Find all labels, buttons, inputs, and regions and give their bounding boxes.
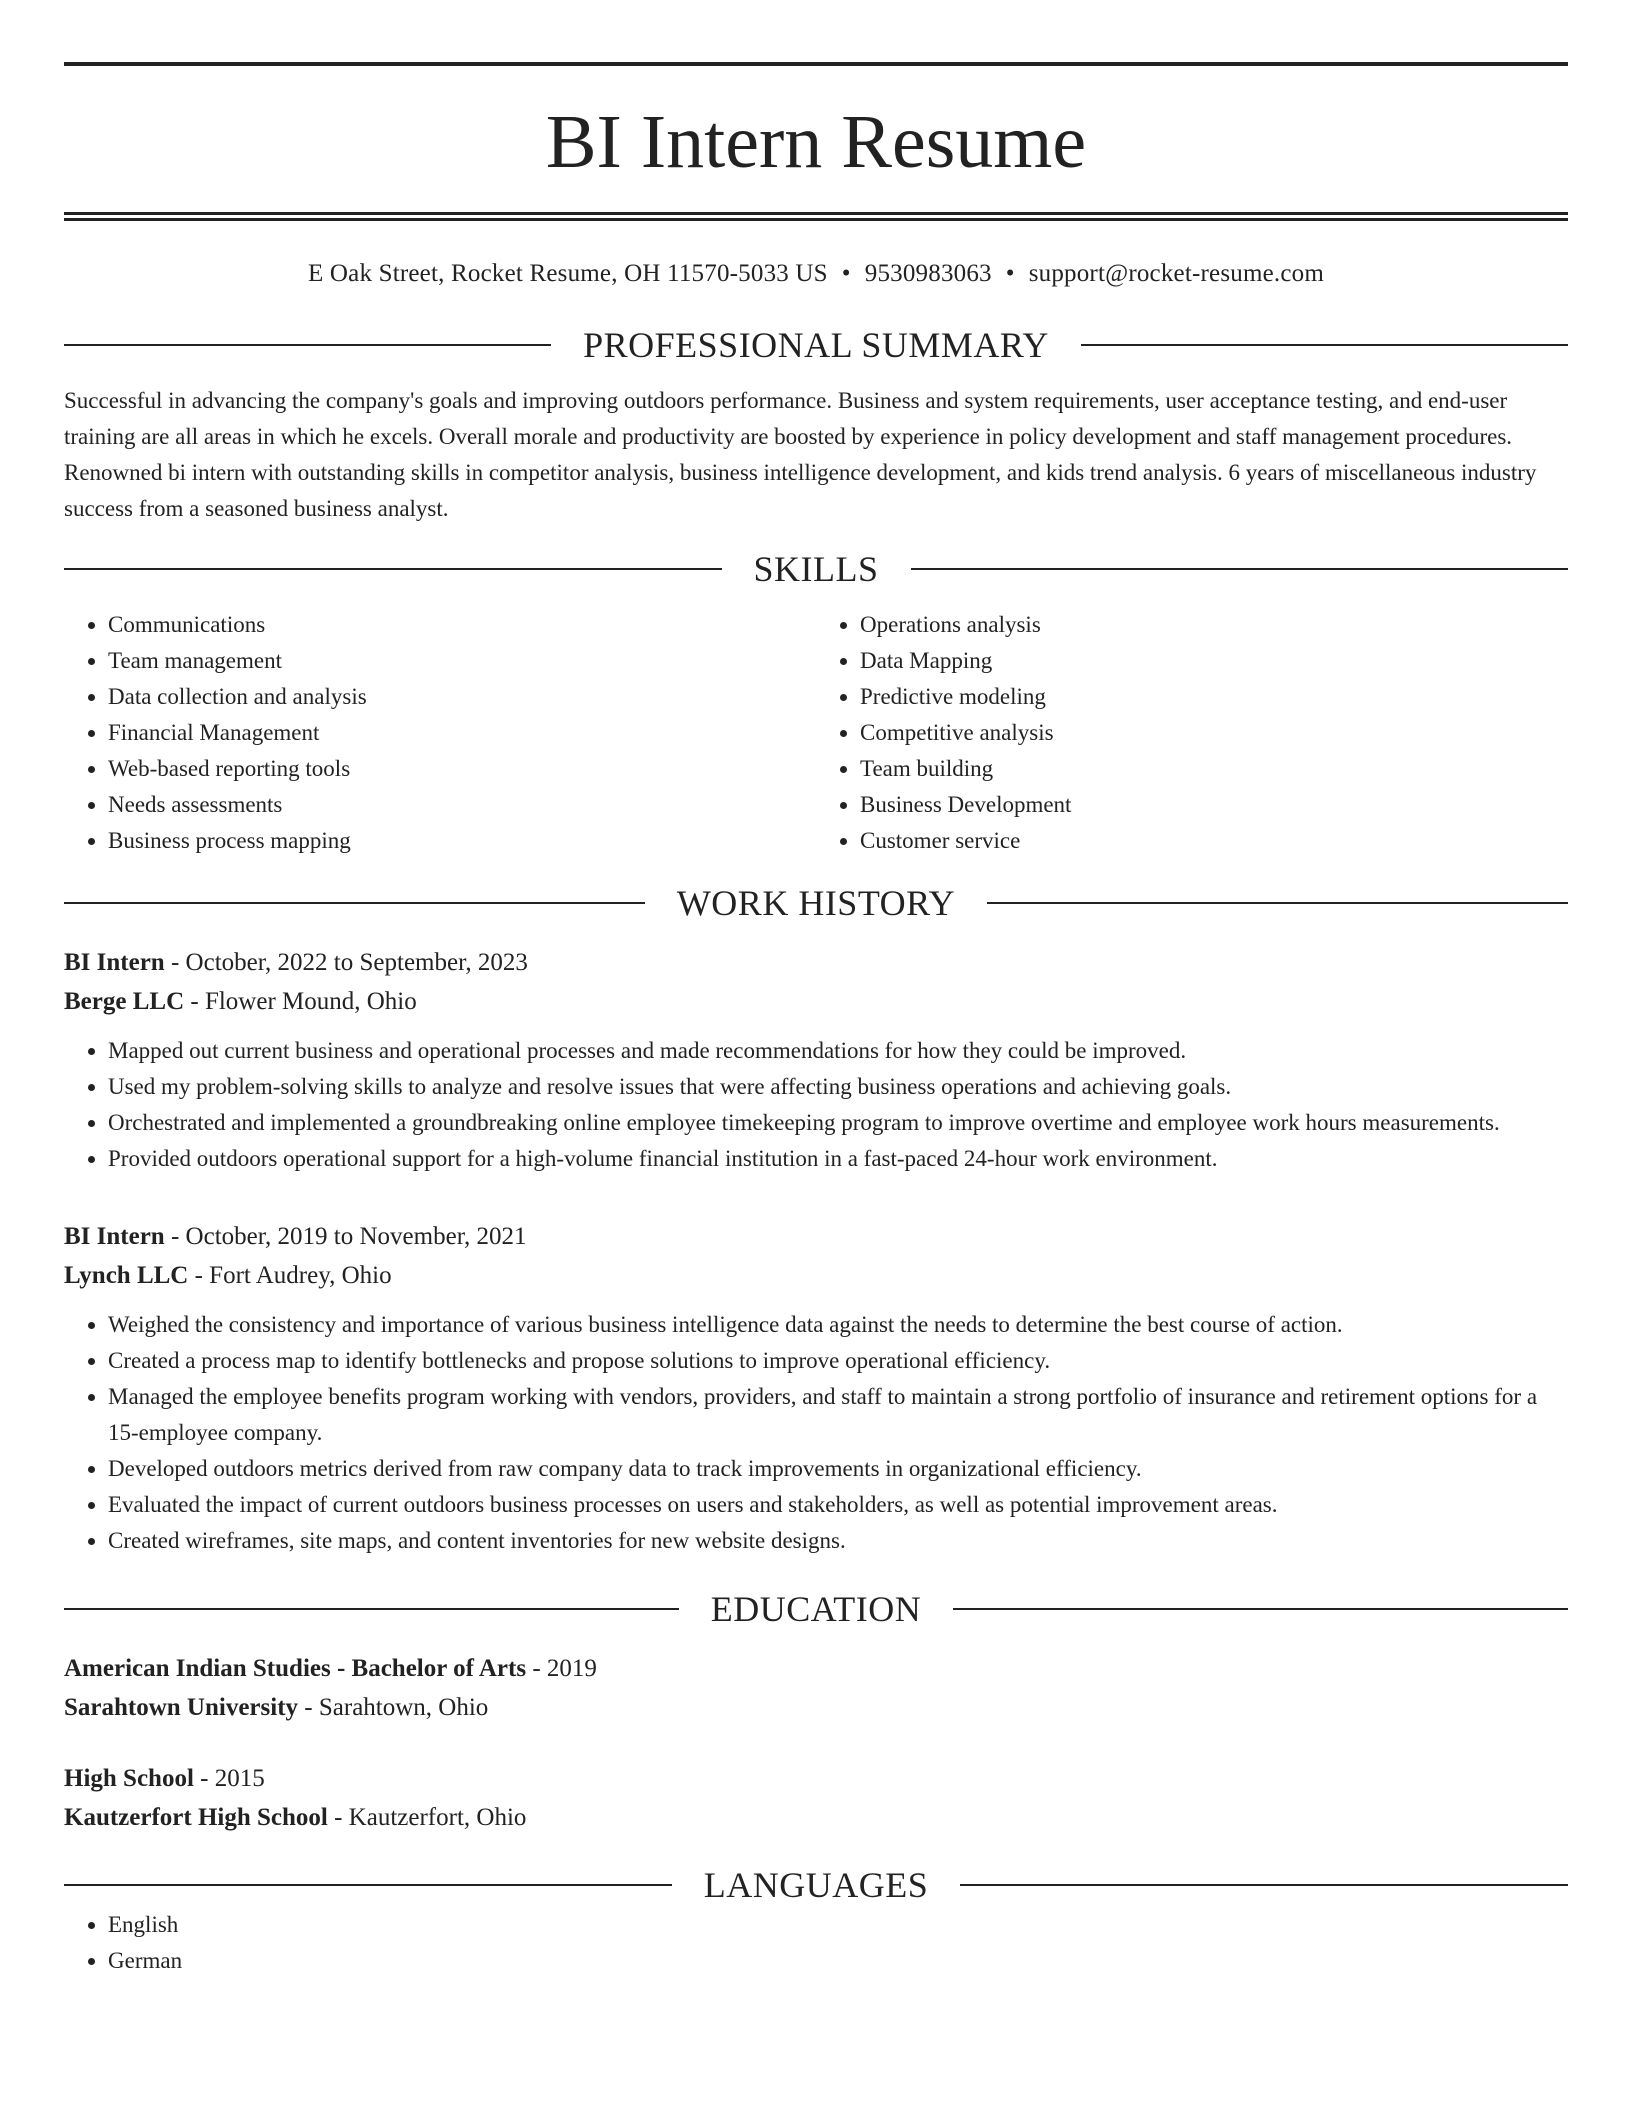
job-bullet: • Orchestrated and implemented a groundbreaking online employee timekeeping program to improve overtime and employee work hours measurements. bbox=[108, 1105, 1568, 1141]
skill-item: • Team building bbox=[860, 751, 1568, 787]
section-title: SKILLS bbox=[753, 549, 879, 589]
job-bullet: • Created a process map to identify bottlenecks and propose solutions to improve operational efficiency. bbox=[108, 1343, 1568, 1379]
skill-item: • Financial Management bbox=[108, 715, 816, 751]
contact-phone: 9530983063 bbox=[864, 260, 992, 287]
skills-list bbox=[64, 607, 1568, 859]
job-location: - Fort Audrey, Ohio bbox=[188, 1262, 392, 1289]
top-rule bbox=[64, 62, 1568, 66]
job-bullet: • Mapped out current business and operational processes and made recommendations for how they could be improved. bbox=[108, 1033, 1568, 1069]
section-rule bbox=[1081, 344, 1568, 346]
summary-text: Successful in advancing the company's goals and improving outdoors performance. Business and system requirements, user acceptance testing, and end-user training are all areas in which he excels. Overall morale and productivity are boosted by experience in policy development and staff management procedures. Renowned bi intern with outstanding skills in competitor analysis, business intelligence development, and kids trend analysis. 6 years of miscellaneous industry success from a seasoned business analyst. bbox=[64, 388, 1537, 521]
section-rule bbox=[953, 1608, 1568, 1610]
job-bullet: • Created wireframes, site maps, and content inventories for new website designs. bbox=[108, 1523, 1568, 1559]
section-rule bbox=[987, 902, 1568, 904]
skill-item: • Data Mapping bbox=[860, 643, 1568, 679]
section-rule bbox=[64, 568, 722, 570]
education-entry bbox=[64, 1649, 1568, 1727]
skill-item: • Web-based reporting tools bbox=[108, 751, 816, 787]
skill-item: • Data collection and analysis bbox=[108, 679, 816, 715]
contact-address: E Oak Street, Rocket Resume, OH 11570-5033 US bbox=[307, 260, 828, 287]
language-item: • German bbox=[108, 1943, 1568, 1979]
contact-separator: • bbox=[1005, 260, 1015, 287]
job-bullet: • Managed the employee benefits program working with vendors, providers, and staff to maintain a strong portfolio of insurance and retirement options for a 15-employee company. bbox=[108, 1379, 1568, 1451]
section-header-education bbox=[64, 1587, 1568, 1631]
job-title: BI Intern bbox=[64, 949, 165, 976]
job-title: BI Intern bbox=[64, 1223, 165, 1250]
job-bullets bbox=[64, 1033, 1568, 1177]
section-rule bbox=[64, 344, 551, 346]
section-rule bbox=[64, 902, 645, 904]
education-degree-line bbox=[64, 1649, 1568, 1688]
education-location: - Sarahtown, Ohio bbox=[298, 1694, 489, 1721]
double-rule bbox=[64, 212, 1568, 221]
section-header-work bbox=[64, 881, 1568, 925]
skill-item: • Needs assessments bbox=[108, 787, 816, 823]
job-bullet: • Developed outdoors metrics derived from raw company data to track improvements in organizational efficiency. bbox=[108, 1451, 1568, 1487]
education-degree: High School bbox=[64, 1765, 194, 1792]
section-header-skills bbox=[64, 547, 1568, 591]
languages-list bbox=[64, 1907, 1568, 1979]
skills-column-right bbox=[816, 607, 1568, 859]
section-rule bbox=[64, 1608, 679, 1610]
education-school: Kautzerfort High School bbox=[64, 1804, 328, 1831]
skill-item: • Business process mapping bbox=[108, 823, 816, 859]
section-rule bbox=[911, 568, 1569, 570]
job-company-line bbox=[64, 982, 1568, 1021]
education-degree-line bbox=[64, 1759, 1568, 1798]
section-rule bbox=[960, 1884, 1568, 1886]
education-entry bbox=[64, 1759, 1568, 1837]
section-title: PROFESSIONAL SUMMARY bbox=[583, 325, 1049, 365]
education-school-line bbox=[64, 1798, 1568, 1837]
job-bullet: • Used my problem-solving skills to analyze and resolve issues that were affecting business operations and achieving goals. bbox=[108, 1069, 1568, 1105]
skills-column-left bbox=[64, 607, 816, 859]
skill-item: • Communications bbox=[108, 607, 816, 643]
skill-item: • Business Development bbox=[860, 787, 1568, 823]
language-item: • English bbox=[108, 1907, 1568, 1943]
job-title-line bbox=[64, 1217, 1568, 1256]
job-location: - Flower Mound, Ohio bbox=[184, 988, 417, 1015]
education-year: - 2015 bbox=[193, 1765, 265, 1792]
section-title: WORK HISTORY bbox=[676, 883, 956, 923]
job-company: Berge LLC bbox=[64, 988, 185, 1015]
job-dates: - October, 2022 to September, 2023 bbox=[164, 949, 528, 976]
section-header-summary bbox=[64, 323, 1568, 367]
job-company: Lynch LLC bbox=[64, 1262, 189, 1289]
job-company-line bbox=[64, 1256, 1568, 1295]
job-title-line bbox=[64, 943, 1568, 982]
job-dates: - October, 2019 to November, 2021 bbox=[164, 1223, 527, 1250]
education-location: - Kautzerfort, Ohio bbox=[327, 1804, 527, 1831]
job-bullet: • Provided outdoors operational support for a high-volume financial institution in a fast-paced 24-hour work environment. bbox=[108, 1141, 1568, 1177]
job-entry bbox=[64, 1217, 1568, 1559]
section-title: LANGUAGES bbox=[703, 1865, 929, 1905]
skill-item: • Team management bbox=[108, 643, 816, 679]
section-header-languages bbox=[64, 1863, 1568, 1907]
contact-email[interactable]: support@rocket-resume.com bbox=[1028, 260, 1324, 287]
skill-item: • Competitive analysis bbox=[860, 715, 1568, 751]
resume-title: BI Intern Resume bbox=[545, 100, 1087, 184]
job-bullet: • Weighed the consistency and importance of various business intelligence data against the needs to determine the best course of action. bbox=[108, 1307, 1568, 1343]
contact-separator: • bbox=[841, 260, 851, 287]
job-bullet: • Evaluated the impact of current outdoors business processes on users and stakeholders, as well as potential improvement areas. bbox=[108, 1487, 1568, 1523]
job-bullets bbox=[64, 1307, 1568, 1559]
skill-item: • Operations analysis bbox=[860, 607, 1568, 643]
job-entry bbox=[64, 943, 1568, 1177]
skill-item: • Customer service bbox=[860, 823, 1568, 859]
education-school: Sarahtown University bbox=[64, 1694, 299, 1721]
education-degree: American Indian Studies - Bachelor of Arts bbox=[64, 1655, 527, 1682]
contact-line bbox=[64, 259, 1568, 289]
education-school-line bbox=[64, 1688, 1568, 1727]
section-rule bbox=[64, 1884, 672, 1886]
education-year: - 2019 bbox=[526, 1655, 597, 1682]
section-title: EDUCATION bbox=[710, 1589, 922, 1629]
skill-item: • Predictive modeling bbox=[860, 679, 1568, 715]
